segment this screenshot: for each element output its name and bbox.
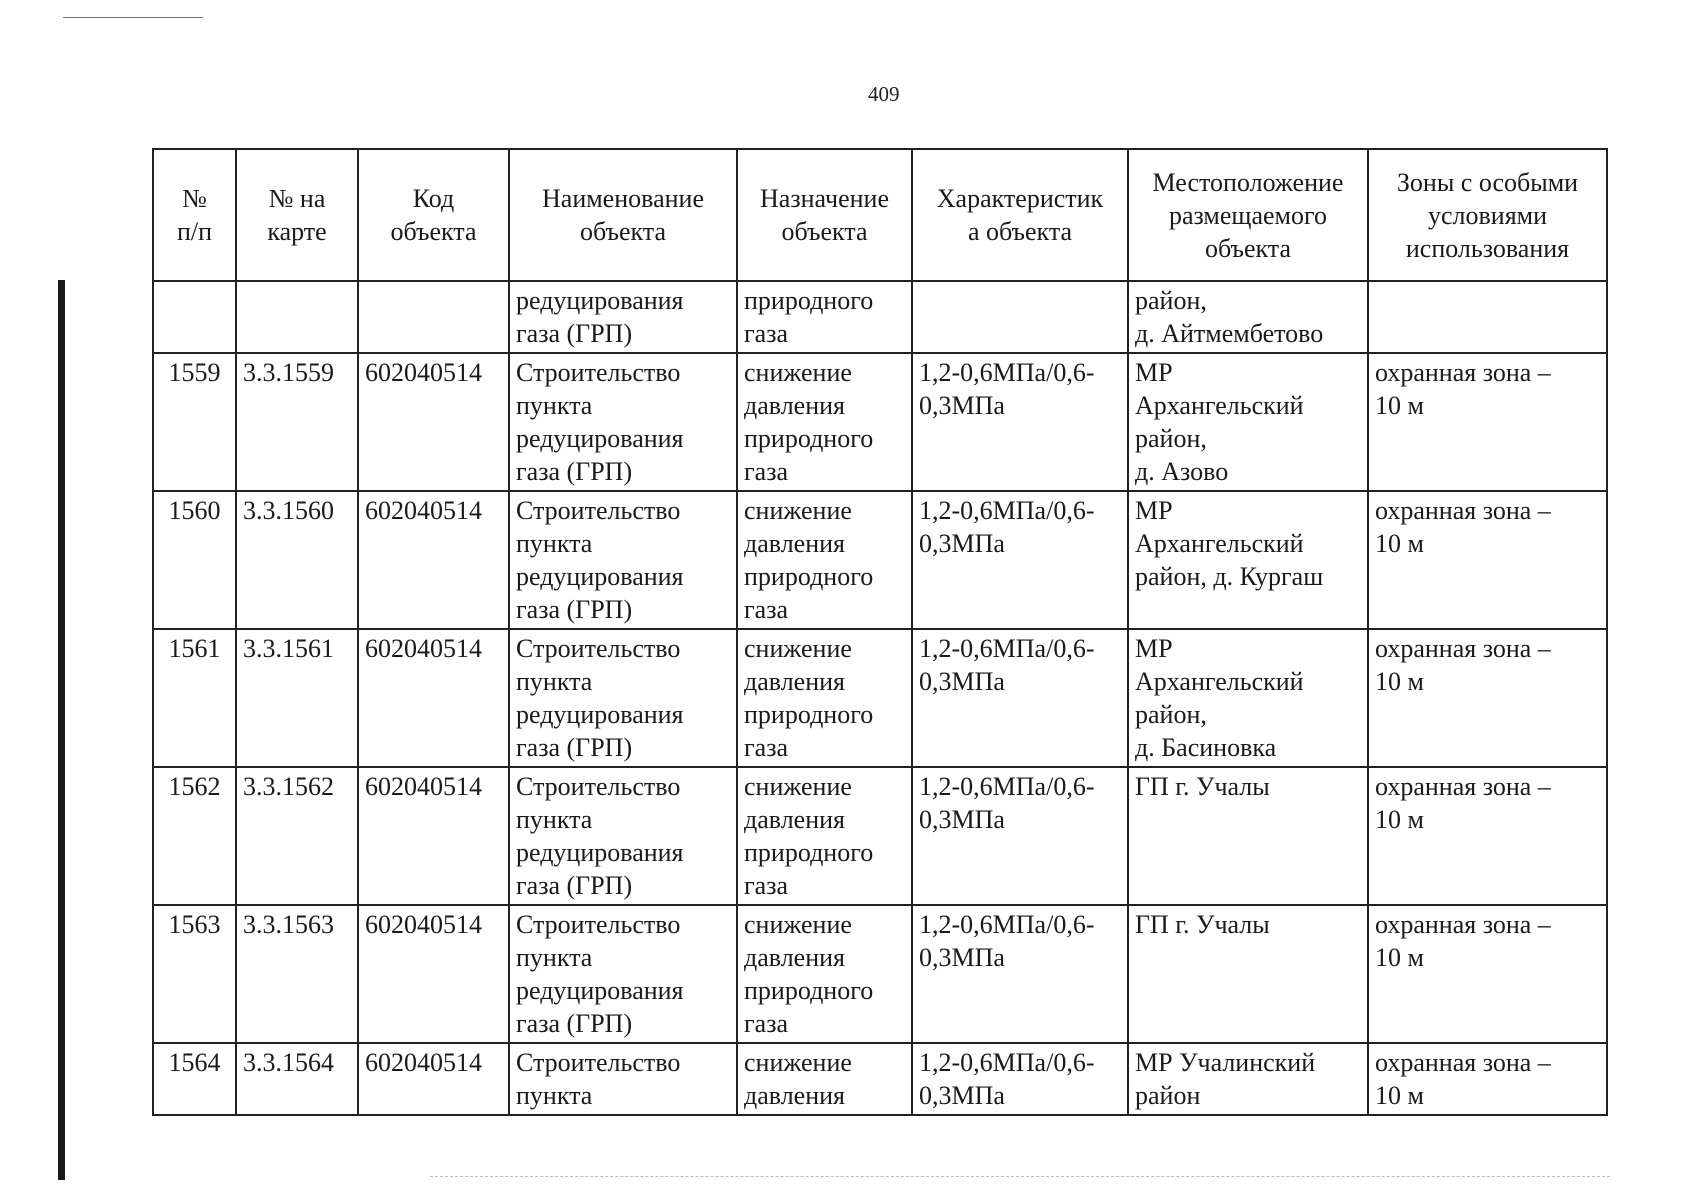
cell-name: Строительство пункта редуцирования газа (ГРП) bbox=[509, 353, 737, 491]
header-purpose: Назначение объекта bbox=[737, 149, 912, 281]
cell-characteristic: 1,2-0,6МПа/0,6- 0,3МПа bbox=[912, 491, 1128, 629]
cell-characteristic: 1,2-0,6МПа/0,6- 0,3МПа bbox=[912, 905, 1128, 1043]
header-name: Наименование объекта bbox=[509, 149, 737, 281]
cell-map-no: 3.3.1559 bbox=[236, 353, 358, 491]
cell-map-no: 3.3.1561 bbox=[236, 629, 358, 767]
cell-name: Строительство пункта редуцирования газа (ГРП) bbox=[509, 491, 737, 629]
cell-name: Строительство пункта bbox=[509, 1043, 737, 1115]
table-row bbox=[153, 767, 1607, 905]
cell-location: МР Архангельский район, д. Кургаш bbox=[1128, 491, 1368, 629]
table-header-row bbox=[153, 149, 1607, 281]
cell-zones: охранная зона – 10 м bbox=[1368, 629, 1607, 767]
cell-zones: охранная зона – 10 м bbox=[1368, 1043, 1607, 1115]
cell-name: Строительство пункта редуцирования газа (ГРП) bbox=[509, 629, 737, 767]
table-row bbox=[153, 629, 1607, 767]
cell-location: ГП г. Учалы bbox=[1128, 905, 1368, 1043]
cell-code: 602040514 bbox=[358, 629, 509, 767]
header-map-no: № на карте bbox=[236, 149, 358, 281]
cell-num: 1561 bbox=[153, 629, 236, 767]
header-location: Местоположение размещаемого объекта bbox=[1128, 149, 1368, 281]
table-row bbox=[153, 353, 1607, 491]
cell-location: район, д. Айтмембетово bbox=[1128, 281, 1368, 353]
cell-characteristic: 1,2-0,6МПа/0,6- 0,3МПа bbox=[912, 767, 1128, 905]
cell-characteristic: 1,2-0,6МПа/0,6- 0,3МПа bbox=[912, 353, 1128, 491]
cell-code: 602040514 bbox=[358, 905, 509, 1043]
table-row bbox=[153, 905, 1607, 1043]
cell-purpose: снижение давления bbox=[737, 1043, 912, 1115]
page-number: 409 bbox=[868, 82, 900, 106]
cell-zones: охранная зона – 10 м bbox=[1368, 491, 1607, 629]
cell-location: ГП г. Учалы bbox=[1128, 767, 1368, 905]
cell-map-no: 3.3.1563 bbox=[236, 905, 358, 1043]
header-zones: Зоны с особыми условиями использования bbox=[1368, 149, 1607, 281]
cell-purpose: снижение давления природного газа bbox=[737, 767, 912, 905]
cell-num: 1564 bbox=[153, 1043, 236, 1115]
cell-location: МР Учалинский район bbox=[1128, 1043, 1368, 1115]
cell-zones: охранная зона – 10 м bbox=[1368, 353, 1607, 491]
cell-zones bbox=[1368, 281, 1607, 353]
cell-purpose: снижение давления природного газа bbox=[737, 905, 912, 1043]
table-row bbox=[153, 491, 1607, 629]
cell-num: 1563 bbox=[153, 905, 236, 1043]
cell-map-no bbox=[236, 281, 358, 353]
header-num: № п/п bbox=[153, 149, 236, 281]
objects-table bbox=[152, 148, 1608, 1116]
cell-num: 1560 bbox=[153, 491, 236, 629]
cell-purpose: снижение давления природного газа bbox=[737, 629, 912, 767]
binding-edge bbox=[58, 280, 65, 1180]
table-row bbox=[153, 1043, 1607, 1115]
top-rule bbox=[63, 17, 203, 18]
cell-code: 602040514 bbox=[358, 1043, 509, 1115]
cell-num: 1559 bbox=[153, 353, 236, 491]
cell-zones: охранная зона – 10 м bbox=[1368, 767, 1607, 905]
cell-map-no: 3.3.1562 bbox=[236, 767, 358, 905]
cell-name: Строительство пункта редуцирования газа (ГРП) bbox=[509, 767, 737, 905]
cell-characteristic bbox=[912, 281, 1128, 353]
cell-code: 602040514 bbox=[358, 767, 509, 905]
cell-code: 602040514 bbox=[358, 491, 509, 629]
cell-code bbox=[358, 281, 509, 353]
header-code: Код объекта bbox=[358, 149, 509, 281]
cell-zones: охранная зона – 10 м bbox=[1368, 905, 1607, 1043]
table-row-continuation bbox=[153, 281, 1607, 353]
cell-purpose: снижение давления природного газа bbox=[737, 491, 912, 629]
cell-location: МР Архангельский район, д. Азово bbox=[1128, 353, 1368, 491]
cell-num: 1562 bbox=[153, 767, 236, 905]
header-characteristic: Характеристик а объекта bbox=[912, 149, 1128, 281]
cell-name: редуцирования газа (ГРП) bbox=[509, 281, 737, 353]
cell-map-no: 3.3.1564 bbox=[236, 1043, 358, 1115]
cell-location: МР Архангельский район, д. Басиновка bbox=[1128, 629, 1368, 767]
bottom-rule bbox=[430, 1176, 1610, 1177]
cell-num bbox=[153, 281, 236, 353]
cell-map-no: 3.3.1560 bbox=[236, 491, 358, 629]
cell-characteristic: 1,2-0,6МПа/0,6- 0,3МПа bbox=[912, 1043, 1128, 1115]
cell-purpose: снижение давления природного газа bbox=[737, 353, 912, 491]
cell-code: 602040514 bbox=[358, 353, 509, 491]
cell-purpose: природного газа bbox=[737, 281, 912, 353]
cell-characteristic: 1,2-0,6МПа/0,6- 0,3МПа bbox=[912, 629, 1128, 767]
cell-name: Строительство пункта редуцирования газа (ГРП) bbox=[509, 905, 737, 1043]
